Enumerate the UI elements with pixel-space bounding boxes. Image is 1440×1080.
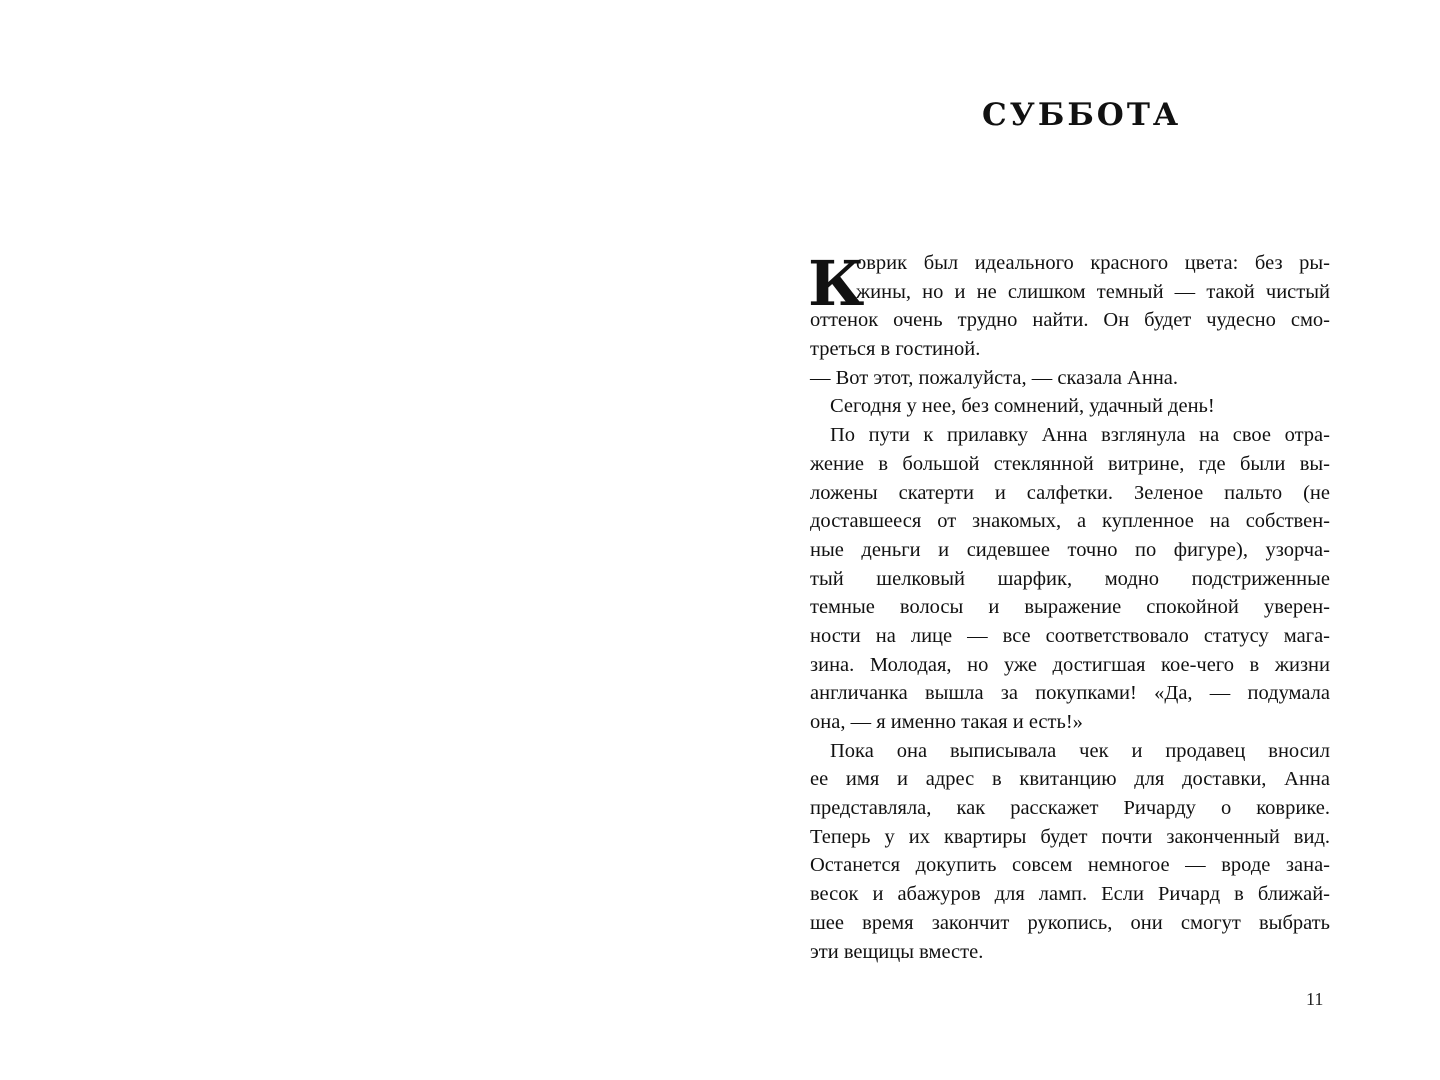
text-line: тый шелковый шарфик, модно подстриженные	[810, 567, 1330, 590]
text-line: весок и абажуров для ламп. Если Ричард в ближай-	[810, 883, 1330, 906]
text-line: Теперь у их квартиры будет почти законченный вид.	[810, 825, 1330, 848]
text-line: она, — я именно такая и есть!»	[810, 711, 1083, 733]
page-number: 11	[1306, 989, 1324, 1009]
text-line: жины, но и не слишком темный — такой чистый	[856, 280, 1330, 303]
drop-cap: К	[808, 247, 865, 320]
text-line: оттенок очень трудно найти. Он будет чудесно смо-	[810, 309, 1330, 332]
text-line: ные деньги и сидевшее точно по фигуре), узорча-	[810, 538, 1330, 561]
text-line: треться в гостиной.	[810, 338, 981, 361]
text-line: темные волосы и выражение спокойной уверен-	[810, 596, 1330, 619]
text-line: ее имя и адрес в квитанцию для доставки, Анна	[810, 768, 1330, 791]
right-page	[720, 0, 1440, 1080]
text-line: представляла, как расскажет Ричарду о коврике.	[810, 797, 1330, 820]
text-line: Останется докупить совсем немногое — вроде зана-	[810, 854, 1330, 877]
text-line: эти вещицы вместе.	[810, 940, 984, 963]
text-line: ложены скатерти и салфетки. Зеленое пальто (не	[810, 481, 1330, 504]
text-line: Сегодня у нее, без сомнений, удачный день!	[830, 395, 1215, 418]
text-line: По пути к прилавку Анна взглянула на свое отра-	[830, 424, 1330, 447]
text-line: оврик был идеального красного цвета: без ры-	[856, 252, 1330, 274]
text-line: доставшееся от знакомых, а купленное на собствен-	[810, 510, 1330, 533]
text-line: зина. Молодая, но уже достигшая кое-чего в жизни	[810, 653, 1330, 676]
text-line: англичанка вышла за покупками! «Да, — подумала	[810, 682, 1330, 705]
text-line: жение в большой стеклянной витрине, где были вы-	[810, 452, 1330, 475]
text-line: Пока она выписывала чек и продавец вносил	[830, 739, 1330, 762]
body-text	[810, 249, 1330, 966]
text-line: — Вот этот, пожалуйста, — сказала Анна.	[810, 366, 1179, 389]
text-line: ности на лице — все соответствовало статусу мага-	[810, 624, 1330, 647]
chapter-title: СУББОТА	[982, 97, 1182, 133]
text-line: шее время закончит рукопись, они смогут выбрать	[810, 911, 1330, 934]
